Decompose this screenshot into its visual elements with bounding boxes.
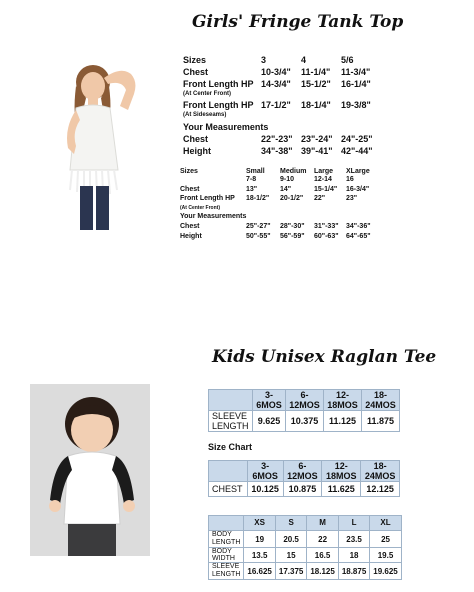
row-value: 34"-36" <box>346 223 371 230</box>
sizes-label: Sizes <box>180 168 198 175</box>
row-value: 16-1/4" <box>341 79 371 89</box>
cell-value: 10.125 <box>247 482 283 497</box>
cell-value: 19.625 <box>370 563 401 580</box>
row-value: 18-1/2" <box>246 195 270 202</box>
cell-value: 11.875 <box>361 411 399 432</box>
row-label: Front Length HP <box>180 195 235 202</box>
cell-value: 18.125 <box>307 563 338 580</box>
row-value: 15-1/2" <box>301 79 331 89</box>
cell-value: 10.375 <box>285 411 323 432</box>
toddler-photo <box>30 384 150 556</box>
cell-value: 11.625 <box>322 482 361 497</box>
cell-value: 16.625 <box>244 563 275 580</box>
header-spacer <box>209 390 253 411</box>
row-value: 13" <box>246 186 258 193</box>
row-value: 22" <box>314 195 326 202</box>
cell-value: 12.125 <box>361 482 400 497</box>
size-col: 5/6 <box>341 55 354 65</box>
row-value: 25"-27" <box>246 223 271 230</box>
sub-size: 9-10 <box>280 176 295 183</box>
size-col: Large <box>314 168 334 175</box>
row-value: 11-3/4" <box>341 67 371 77</box>
size-col: XLarge <box>346 168 370 175</box>
row-note: (At Center Front) <box>183 91 231 97</box>
fringe-title: Girls' Fringe Tank Top <box>192 12 404 32</box>
sub-size: 7-8 <box>246 176 257 183</box>
header-spacer <box>209 516 244 531</box>
row-value: 60"-63" <box>314 233 339 240</box>
section-label: Your Measurements <box>180 213 247 220</box>
cell-value: 20.5 <box>275 531 306 548</box>
row-value: 23"-24" <box>301 134 333 144</box>
row-value: 56"-59" <box>280 233 305 240</box>
size-col: 3 <box>261 55 267 65</box>
cell-value: 11.125 <box>323 411 361 432</box>
cell-value: 19 <box>244 531 275 548</box>
sizes-label: Sizes <box>183 55 207 65</box>
cell-value: 9.625 <box>253 411 286 432</box>
header-cell: M <box>307 516 338 531</box>
cell-value: 25 <box>370 531 401 548</box>
girl-photo <box>46 58 146 233</box>
size-col: Small <box>246 168 265 175</box>
header-cell: XS <box>244 516 275 531</box>
header-cell: L <box>338 516 369 531</box>
chest-table <box>208 460 400 497</box>
row-label: Chest <box>183 67 209 77</box>
row-label: BODY WIDTH <box>209 548 244 563</box>
cell-value: 18.875 <box>338 563 369 580</box>
cell-value: 17.375 <box>275 563 306 580</box>
header-cell: 12- 18MOS <box>323 390 361 411</box>
row-value: 14-3/4" <box>261 79 291 89</box>
sub-size: 16 <box>346 176 354 183</box>
row-value: 28"-30" <box>280 223 305 230</box>
row-label: Front Length HP <box>183 100 254 110</box>
row-label: SLEEVE LENGTH <box>209 411 253 432</box>
cell-value: 10.875 <box>283 482 322 497</box>
sub-size: 12-14 <box>314 176 332 183</box>
size-col: Medium <box>280 168 307 175</box>
row-label: SLEEVE LENGTH <box>209 563 244 580</box>
header-cell: 6- 12MOS <box>283 461 322 482</box>
cell-value: 23.5 <box>338 531 369 548</box>
row-label: Front Length HP <box>183 79 254 89</box>
header-cell: 3- 6MOS <box>253 390 286 411</box>
cell-value: 22 <box>307 531 338 548</box>
fringe-size-table-1 <box>183 55 413 160</box>
section-label: Your Measurements <box>183 122 269 132</box>
row-value: 17-1/2" <box>261 100 291 110</box>
row-label: CHEST <box>209 482 248 497</box>
header-spacer <box>209 461 248 482</box>
header-cell: 18- 24MOS <box>361 461 400 482</box>
row-value: 14" <box>280 186 292 193</box>
row-note: (At Sideseams) <box>183 112 227 118</box>
row-value: 15-1/4" <box>314 186 338 193</box>
size-col: 4 <box>301 55 307 65</box>
row-value: 23" <box>346 195 358 202</box>
row-note: (At Center Front) <box>180 205 220 211</box>
row-value: 42"-44" <box>341 146 373 156</box>
header-cell: 12- 18MOS <box>322 461 361 482</box>
toddler-illustration <box>30 384 150 556</box>
cell-value: 19.5 <box>370 548 401 563</box>
size-chart-label: Size Chart <box>208 442 253 452</box>
row-value: 19-3/8" <box>341 100 371 110</box>
row-label: Chest <box>180 223 200 230</box>
row-value: 50"-55" <box>246 233 271 240</box>
row-value: 34"-38" <box>261 146 293 156</box>
row-value: 22"-23" <box>261 134 293 144</box>
row-label: Height <box>180 233 202 240</box>
row-label: Chest <box>180 186 200 193</box>
raglan-title: Kids Unisex Raglan Tee <box>212 347 437 367</box>
header-cell: 3- 6MOS <box>247 461 283 482</box>
row-label: Height <box>183 146 211 156</box>
cell-value: 15 <box>275 548 306 563</box>
header-cell: XL <box>370 516 401 531</box>
header-cell: S <box>275 516 306 531</box>
header-cell: 6- 12MOS <box>285 390 323 411</box>
row-label: Chest <box>183 134 209 144</box>
row-value: 39"-41" <box>301 146 333 156</box>
row-label: BODY LENGTH <box>209 531 244 548</box>
row-value: 31"-33" <box>314 223 339 230</box>
cell-value: 18 <box>338 548 369 563</box>
fringe-size-table-2 <box>180 168 380 246</box>
row-value: 20-1/2" <box>280 195 304 202</box>
sleeve-length-table <box>208 389 400 432</box>
row-value: 16-3/4" <box>346 186 370 193</box>
row-value: 10-3/4" <box>261 67 291 77</box>
row-value: 64"-65" <box>346 233 371 240</box>
youth-size-table <box>208 515 402 580</box>
row-value: 24"-25" <box>341 134 373 144</box>
row-value: 11-1/4" <box>301 67 331 77</box>
cell-value: 16.5 <box>307 548 338 563</box>
row-value: 18-1/4" <box>301 100 331 110</box>
cell-value: 13.5 <box>244 548 275 563</box>
header-cell: 18- 24MOS <box>361 390 399 411</box>
